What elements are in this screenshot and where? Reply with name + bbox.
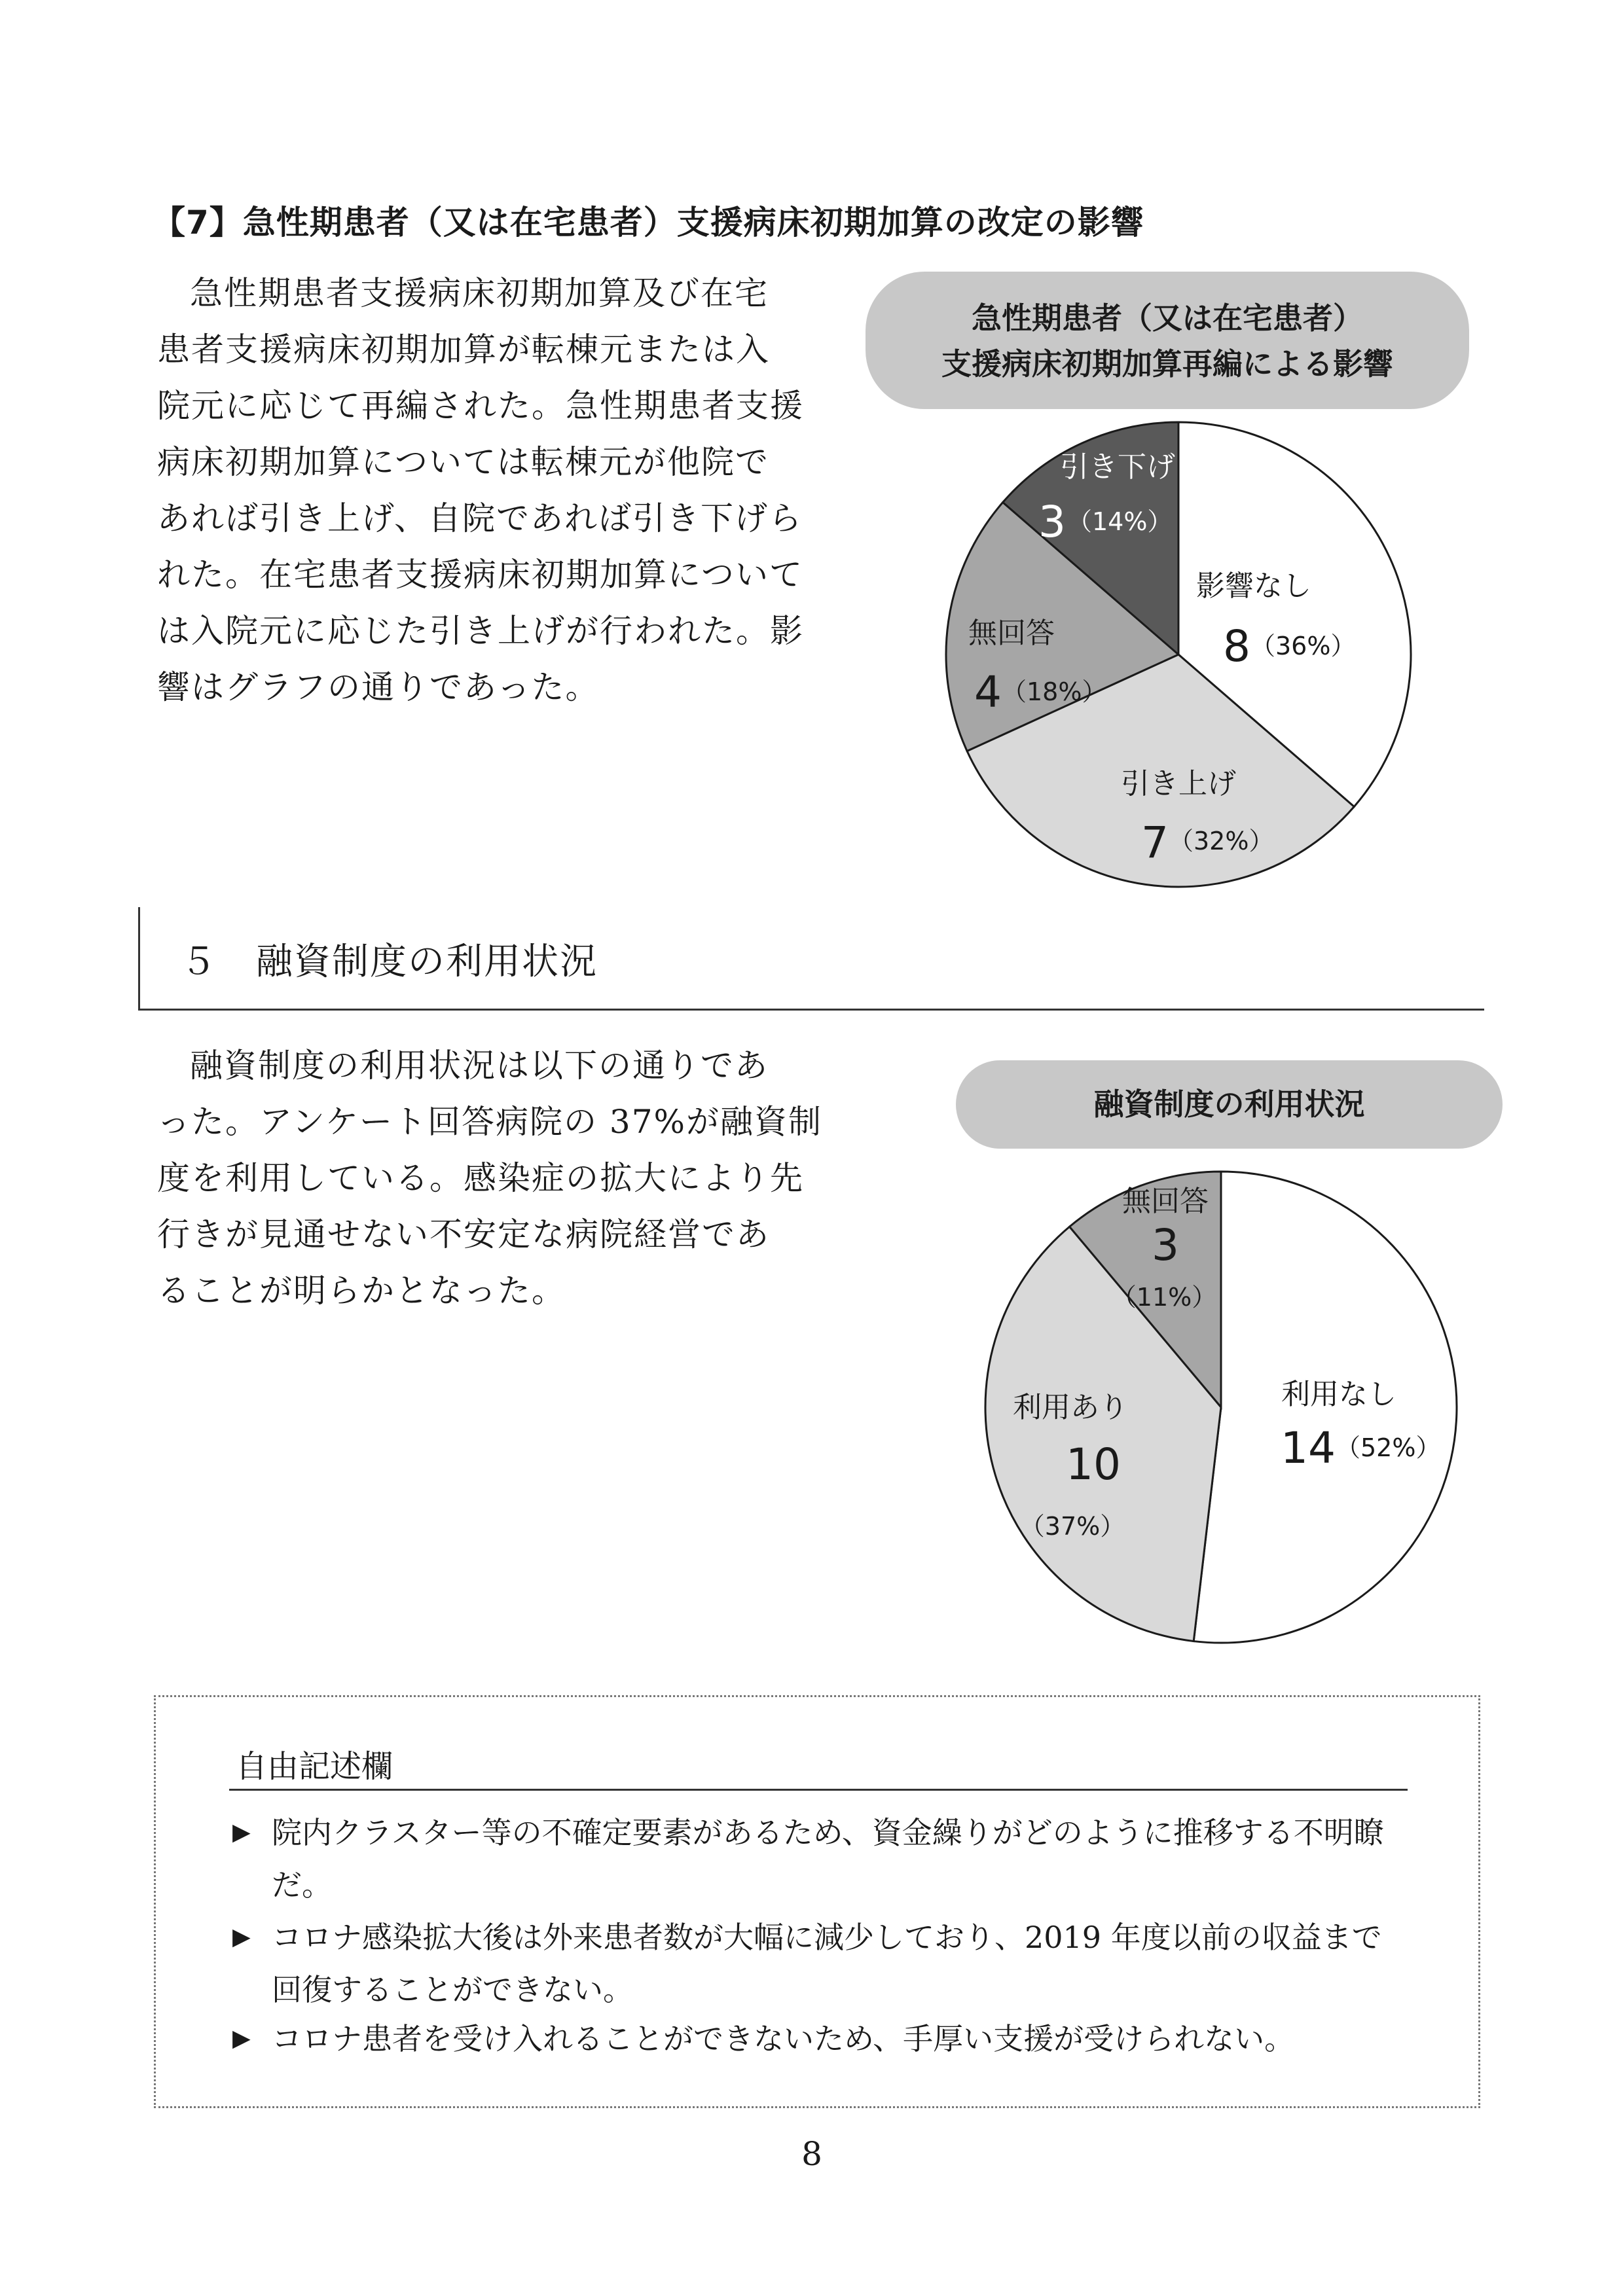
slice-value-label: 10 — [1066, 1439, 1121, 1490]
free-text-line: コロナ患者を受け入れることができないため、手厚い支援が受けられない。 — [272, 2021, 1295, 2056]
chart1-title-line: 急性期患者（又は在宅患者） — [972, 300, 1363, 336]
slice-value-label: 7 — [1141, 817, 1169, 868]
section7-heading: 【7】急性期患者（又は在宅患者）支援病床初期加算の改定の影響 — [153, 204, 1144, 242]
slice-percent-label: （36%） — [1250, 632, 1356, 660]
slice-percent-label: （52%） — [1336, 1433, 1441, 1462]
chart2-title — [956, 1060, 1503, 1149]
paragraph-line: 院元に応じて再編された。急性期患者支援 — [157, 387, 804, 425]
bullet-triangle-icon: ▶ — [232, 1924, 251, 1950]
paragraph-line: は入院元に応じた引き上げが行われた。影 — [157, 612, 804, 650]
chart1-title — [866, 272, 1469, 409]
slice-percent-label: （11%） — [1111, 1283, 1217, 1312]
paragraph-line: 行きが見通せない不安定な病院経営であ — [157, 1215, 770, 1253]
paragraph-line: 病床初期加算については転棟元が他院で — [157, 443, 769, 481]
chart1-pie — [917, 412, 1427, 910]
slice-name-label: 利用あり — [1013, 1391, 1128, 1424]
free-text-title: 自由記述欄 — [236, 1748, 393, 1785]
paragraph-line: れた。在宅患者支援病床初期加算について — [157, 556, 803, 594]
slice-name-label: 影響なし — [1196, 569, 1311, 603]
paragraph-line: 度を利用している。感染症の拡大により先 — [157, 1159, 804, 1197]
free-text-divider — [229, 1789, 1408, 1791]
slice-name-label: 無回答 — [968, 617, 1055, 650]
slice-value-label: 3 — [1152, 1220, 1179, 1270]
page-number: 8 — [801, 2135, 822, 2173]
bullet-triangle-icon: ▶ — [232, 1819, 251, 1846]
section5-heading: ５ 融資制度の利用状況 — [180, 941, 598, 983]
bullet-triangle-icon: ▶ — [232, 2025, 251, 2052]
chart2-title-line: 融資制度の利用状況 — [1093, 1086, 1365, 1122]
slice-name-label: 引き下げ — [1060, 450, 1175, 484]
slice-percent-label: （37%） — [1019, 1512, 1125, 1541]
free-text-item — [232, 2013, 1444, 2065]
slice-percent-label: （32%） — [1169, 827, 1274, 855]
free-text-item — [232, 1806, 1444, 1911]
paragraph-line: ることが明らかとなった。 — [157, 1272, 566, 1310]
section7-paragraph — [157, 265, 804, 715]
free-text-line: だ。 — [272, 1867, 332, 1903]
slice-name-label: 引き上げ — [1121, 767, 1236, 800]
free-text-line: 回復することができない。 — [272, 1972, 633, 2007]
paragraph-line: あれば引き上げ、自院であれば引き下げら — [157, 499, 803, 537]
paragraph-line: 融資制度の利用状況は以下の通りであ — [190, 1047, 769, 1085]
paragraph-line: 患者支援病床初期加算が転棟元または入 — [157, 331, 770, 368]
slice-value-label: 4 — [974, 667, 1002, 717]
slice-value-label: 3 — [1038, 497, 1066, 547]
slice-percent-label: （14%） — [1067, 507, 1173, 536]
slice-name-label: 無回答 — [1122, 1185, 1209, 1218]
paragraph-line: 急性期患者支援病床初期加算及び在宅 — [190, 274, 769, 312]
paragraph-line: った。アンケート回答病院の 37%が融資制 — [157, 1103, 823, 1141]
slice-percent-label: （18%） — [1002, 677, 1107, 706]
free-text-line: コロナ感染拡大後は外来患者数が大幅に減少しており、2019 年度以前の収益まで — [272, 1920, 1382, 1955]
free-text-item — [232, 1911, 1444, 2016]
chart2-pie — [956, 1162, 1480, 1672]
section5-paragraph — [157, 1037, 823, 1319]
paragraph-line: 響はグラフの通りであった。 — [157, 668, 600, 706]
free-text-line: 院内クラスター等の不確定要素があるため、資金繰りがどのように推移する不明瞭 — [272, 1815, 1384, 1850]
slice-name-label: 利用なし — [1281, 1378, 1396, 1411]
slice-value-label: 14 — [1281, 1423, 1336, 1473]
slice-value-label: 8 — [1223, 621, 1250, 672]
chart1-title-line: 支援病床初期加算再編による影響 — [941, 346, 1393, 382]
